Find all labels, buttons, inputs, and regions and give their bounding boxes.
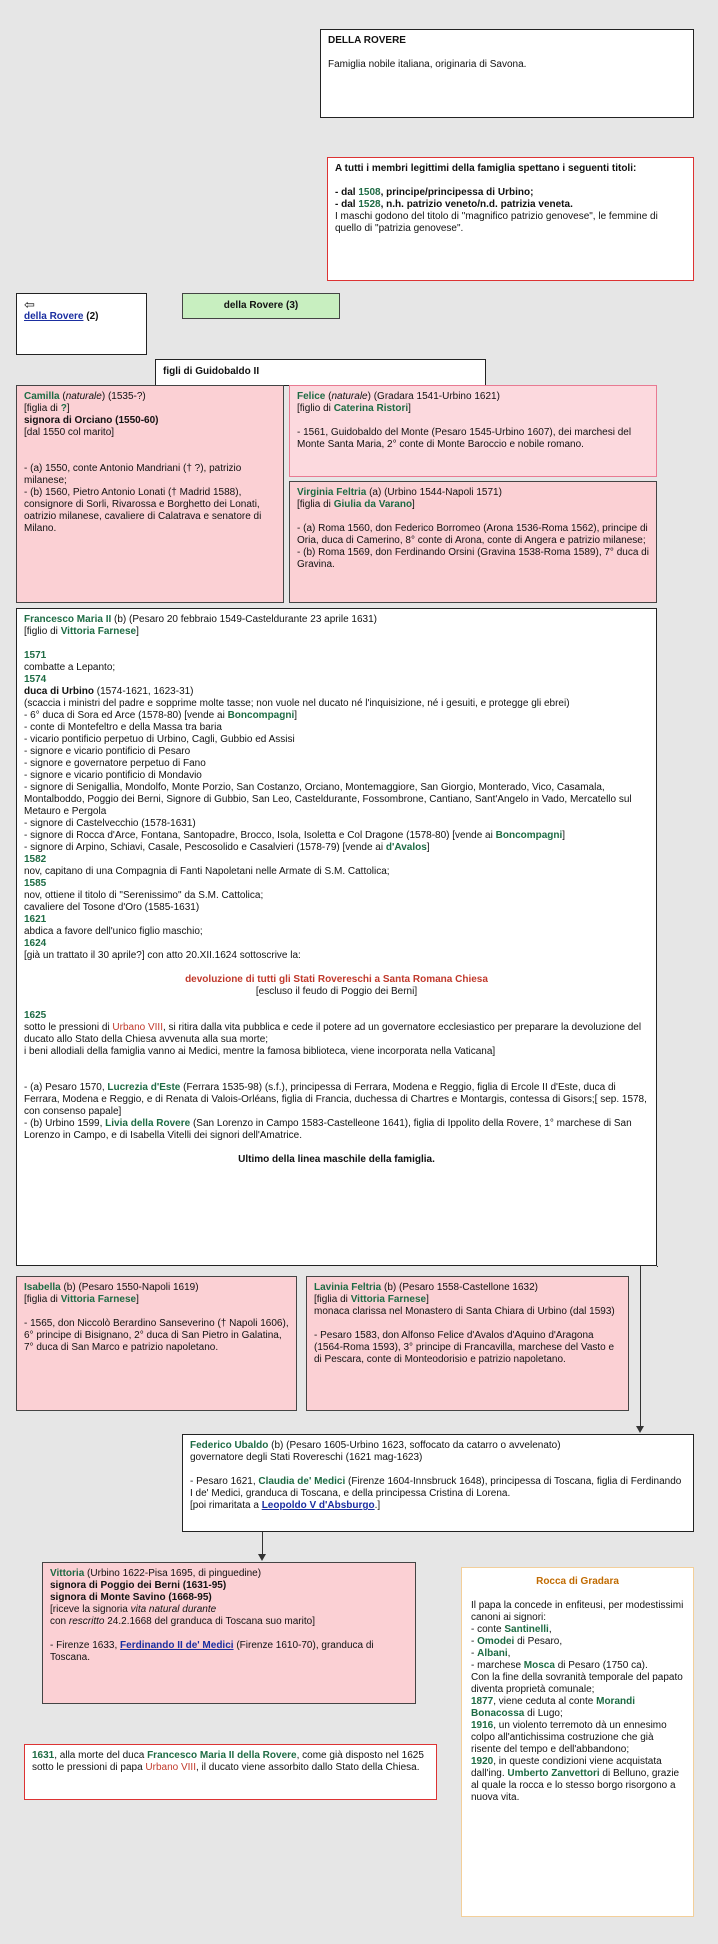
person-francesco-maria-ii [16,608,657,1266]
text-span: , si ritira dalla vita pubblica e cede il potere ad un governatore ecclesiastico per preparare la devoluzione del ducato allo Stato della Chiesa avvenuta alla sua morte; [24,1022,642,1045]
text-line: - signore di Senigallia, Mondolfo, Monte Porzio, San Costanzo, Orciano, Montemaggiore, San Giorgio, Monterado, Vico, Casamala, Montalboddo, Poggio dei Berni, Signore di Gubbio, San Leo, Casteldurante, Fossombrone, Cantiano, Sant'Angelo in Vado, Mercatello sul Metauro e Pergola [24,782,632,817]
ferdinando-link[interactable]: Ferdinando II de' Medici [120,1640,234,1651]
text-span: (Firenze 1604-Innsbruck 1648), principessa di Toscana, figlia di Ferdinando I de' Medici, granduca di Toscana, e della principessa Cristina di Lorena. [190,1476,682,1499]
text-line [314,1282,621,1294]
text-span: Morandi Bonacossa [471,1696,635,1719]
devolution-note [24,1744,437,1800]
text-line [24,710,649,722]
titles-intro: A tutti i membri legittimi della famiglia spettano i seguenti titoli: [335,163,637,174]
person-vittoria [42,1562,416,1704]
text-span: , [507,1648,511,1659]
text-span: , il ducato viene assorbito dallo Stato della Chiesa. [196,1762,420,1773]
text-span: - marchese [471,1660,524,1671]
text-line: Camilla (naturale) (1535-?) [24,391,146,402]
person-felice [289,385,657,477]
title-urbino [335,187,686,199]
person-federico-ubaldo [182,1434,694,1532]
text-line: 1625 [24,1010,47,1021]
text-span: (1574-1621, 1623-31) [94,686,194,697]
leopoldo-link[interactable]: Leopoldo V d'Absburgo [261,1500,375,1511]
text-span: , viene ceduta al conte [493,1696,597,1707]
text-line: - 1565, don Niccolò Berardino Sanseverino († Napoli 1606), 6° principe di Bisignano, 2° duca di San Pietro in Galatina, 7° duca di San Marco e patrizio napoletano. [24,1318,289,1353]
text-line [24,1282,289,1294]
page-title: DELLA ROVERE [328,35,406,46]
text-line: - (a) 1550, conte Antonio Mandriani († ?), patrizio milanese; [24,463,242,486]
text-span: ] [562,830,566,841]
person-camilla [16,385,284,603]
rocca-gradara-box [461,1567,694,1917]
text-line [24,1022,649,1046]
text-span: ? [60,403,67,414]
text-span: Camilla [24,391,60,402]
current-page-box: della Rovere (3) [182,293,340,319]
page-subtitle: Famiglia nobile italiana, originaria di Savona. [328,59,527,70]
text-line: - 1561, Guidobaldo del Monte (Pesaro 1545-Urbino 1607), dei marchesi del Monte Santa Maria, 2° conte di Monte Baroccio e nobile romano. [297,427,632,450]
text-line [297,499,649,511]
text-span: Francesco Maria II della Rovere [147,1750,297,1761]
text-span: (b) (Pesaro 1558-Castellone 1632) [381,1282,539,1293]
text-span: (b) (Pesaro 20 febbraio 1549-Casteldurante 23 aprile 1631) [111,614,377,625]
figli-header: figli di Guidobaldo II [155,359,486,386]
text-span: [figlia di [297,499,334,510]
text-span: Vittoria Farnese [350,1294,427,1305]
text-span: - signore di Arpino, Schiavi, Casale, Pescosolido e Casalvieri (1578-79) [vende ai [24,842,386,853]
text-line: nov, ottiene il titolo di "Serenissimo" da S.M. Cattolica; [24,890,264,901]
text-line: - signore e vicario pontificio di Mondavio [24,770,202,781]
text-span: - Firenze 1633, [50,1640,121,1651]
text-line: signora di Poggio dei Berni (1631-95) [50,1580,227,1591]
text-span: Boncompagni [495,830,563,841]
text-line: i beni allodiali della famiglia vanno ai Medici, mentre la famosa biblioteca, viene incorporata nella Vaticana] [24,1046,496,1057]
text-line: - signore di Castelvecchio (1578-1631) [24,818,196,829]
text-line [190,1476,686,1500]
text-line: 1621 [24,914,47,925]
text-span: d'Avalos [385,842,427,853]
text-span: Vittoria Farnese [60,626,137,637]
text-line [297,487,649,499]
text-line [24,1118,649,1142]
text-line: governatore degli Stati Rovereschi (1621 mag-1623) [190,1452,423,1463]
text-span: [figlia di [24,403,61,414]
text-span: (Gradara 1541-Urbino 1621) [370,391,500,402]
text-line [24,403,276,415]
text-line [50,1568,408,1580]
rocca-title: Rocca di Gradara [536,1576,619,1587]
text-span: - 6° duca di Sora ed Arce (1578-80) [vende ai [24,710,228,721]
text-line: 1571 [24,650,47,661]
text-line [50,1604,408,1616]
connector-line [262,1532,263,1555]
text-line [314,1294,621,1306]
text-span: di Pesaro (1750 ca). [554,1660,648,1671]
connector-line [657,1266,658,1267]
text-span: - [471,1648,478,1659]
text-line [471,1624,684,1636]
text-span: Vittoria [50,1568,85,1579]
text-span: , [548,1624,552,1635]
text-line: 1574 [24,674,47,685]
back-arrow-icon[interactable]: ⇦ [24,297,35,312]
text-span: Livia della Rovere [105,1118,191,1129]
text-span: - dal [335,199,359,210]
text-span: ] [66,403,70,414]
text-line: monaca clarissa nel Monastero di Santa Chiara di Urbino (dal 1593) [314,1306,615,1317]
text-line: 1582 [24,854,47,865]
text-span: Francesco Maria II [24,614,112,625]
text-span: Lucrezia d'Este [107,1082,181,1093]
text-span: - (b) Urbino 1599, [24,1118,106,1129]
text-span: Urbano VIII [112,1022,163,1033]
text-span: ] [426,842,430,853]
text-span: , principe/principessa di Urbino; [380,187,534,198]
text-span: Umberto Zanvettori [507,1768,600,1779]
text-line: - (a) Roma 1560, don Federico Borromeo (Arona 1536-Roma 1562), principe di Oria, duca di Camerino, 8° conte di Arona, conte di Angera e patrizio milanese; [297,523,648,546]
text-span: [figlia di [24,1294,61,1305]
text-span: naturale [331,391,368,402]
text-line: (scaccia i ministri del padre e sopprime molte tasse; non vuole nel ducato né l'inquisizione, né i gesuiti, e protegge gli ebrei) [24,698,570,709]
arrow-down-icon [636,1426,644,1433]
text-line: 1624 [24,938,47,949]
person-virginia [289,481,657,603]
text-line [24,686,649,698]
text-line [190,1440,686,1452]
text-span: vita natural durante [130,1604,217,1615]
text-line [32,1750,429,1774]
text-span: (Urbino 1622-Pisa 1695, di pinguedine) [84,1568,262,1579]
text-span: (Ferrara 1535-98) (s.f.), principessa di Ferrara, Modena e Reggio, figlia di Ercole II d'Este, duca di Ferrara, Modena e Reggio, e di Renata di Valois-Orléans, figlia di Francia, duchessa di Chartres e Montargis, contessa di Gisors;[ sep. 1578, con consenso papale] [24,1082,647,1117]
text-span: - Pesaro 1621, [190,1476,259,1487]
person-isabella [16,1276,297,1411]
text-span: (b) (Pesaro 1550-Napoli 1619) [60,1282,199,1293]
text-line [471,1720,684,1756]
text-span: della Rovere [24,311,84,322]
text-span: duca di Urbino [24,686,94,697]
back-link[interactable] [24,311,139,323]
text-line: [già un trattato il 30 aprile?] con atto 20.XII.1624 sottoscrive la: [24,950,301,961]
text-span: [figlio di [24,626,61,637]
text-span: Isabella [24,1282,61,1293]
text-span: - signore di Rocca d'Arce, Fontana, Santopadre, Brocco, Isola, Isoletta e Col Dragone (1578-80) [vende ai [24,830,496,841]
text-line: - (b) 1560, Pietro Antonio Lonati († Madrid 1588), consignore di Sorli, Rivarossa e Borghetto dei Lonati, oatrizio milanese, cavaliere di Calatrava e senatore di Milano. [24,487,262,534]
text-line: Felice (naturale) (Gradara 1541-Urbino 1621) [297,391,500,402]
text-span: con [50,1616,69,1627]
text-span: - [471,1636,478,1647]
text-span: 24.2.1668 del granduca di Toscana suo marito] [104,1616,315,1627]
text-span: Boncompagni [227,710,295,721]
text-line: signora di Monte Savino (1668-95) [50,1592,212,1603]
header-box [320,29,694,118]
text-span: sotto le pressioni di [24,1022,113,1033]
text-line [190,1500,686,1512]
text-span: (b) (Pesaro 1605-Urbino 1623, soffocato da catarro o avvelenato) [268,1440,561,1451]
text-span: ] [136,626,139,637]
text-line [471,1636,684,1648]
text-span: , in queste condizioni viene acquistata dall'ing. [471,1756,662,1779]
text-span: 1920 [471,1756,494,1767]
text-line [24,626,649,638]
text-line [50,1640,408,1664]
text-span: , alla morte del duca [54,1750,148,1761]
text-line [471,1696,684,1720]
text-span: ] [408,403,411,414]
text-line: signora di Orciano (1550-60) [24,415,159,426]
text-line: - signore e governatore perpetuo di Fano [24,758,206,769]
title-genovese: I maschi godono del titolo di "magnifico patrizio genovese", le femmine di quello di "patrizia genovese". [335,211,658,234]
text-span: Felice [297,391,326,402]
text-span: (a) (Urbino 1544-Napoli 1571) [366,487,502,498]
text-span: ] [412,499,415,510]
text-line: - conte di Montefeltro e della Massa tra baria [24,722,222,733]
text-line: [escluso il feudo di Poggio dei Berni] [255,986,418,997]
text-line: Il papa la concede in enfiteusi, per modestissimi canoni ai signori: [471,1600,684,1623]
text-span: di Pesaro, [514,1636,563,1647]
text-span: , n.h. patrizio veneto/n.d. patrizia veneta. [380,199,573,210]
text-span: Urbano VIII [145,1762,196,1773]
text-span: Santinelli [504,1624,549,1635]
text-span: [poi rimaritata a [190,1500,262,1511]
text-span: di Belluno, grazie al quale la rocca e lo stesso borgo risorgono a nuova vita. [471,1768,680,1803]
text-line: cavaliere del Tosone d'Oro (1585-1631) [24,902,200,913]
titles-box [327,157,694,281]
text-line: - (b) Roma 1569, don Ferdinando Orsini (Gravina 1538-Roma 1589), 7° duca di Gravina. [297,547,649,570]
text-span: Albani [477,1648,508,1659]
text-span: [figlio di [297,403,334,414]
text-line: 1585 [24,878,47,889]
text-line: - vicario pontificio perpetuo di Urbino, Cagli, Gubbio ed Assisi [24,734,295,745]
text-span: 1528 [358,199,381,210]
text-span: Claudia de' Medici [258,1476,346,1487]
text-span: - dal [335,187,359,198]
text-span: Mosca [523,1660,555,1671]
text-span: Omodei [477,1636,515,1647]
text-line: nov, capitano di una Compagnia di Fanti Napoletani nelle Armate di S.M. Cattolica; [24,866,390,877]
text-span: Vittoria Farnese [60,1294,137,1305]
text-span: (Firenze 1610-70), granduca di Toscana. [50,1640,374,1663]
title-veneto [335,199,686,211]
nav-back-box [16,293,147,355]
text-line [24,1082,649,1118]
text-span: (2) [83,311,99,322]
text-span: Virginia Feltria [297,487,367,498]
text-line: - signore e vicario pontificio di Pesaro [24,746,191,757]
text-span: [figlia di [314,1294,351,1305]
text-span: ] [426,1294,429,1305]
text-line: combatte a Lepanto; [24,662,116,673]
connector-line [640,1266,641,1427]
devoluzione-heading: devoluzione di tutti gli Stati Rovereschi a Santa Romana Chiesa [185,974,488,985]
text-span: naturale [65,391,102,402]
text-line [471,1648,684,1660]
text-line: [dal 1550 col marito] [24,427,115,438]
text-span: 1631 [32,1750,55,1761]
text-span: Caterina Ristori [333,403,409,414]
text-line: Con la fine della sovranità temporale del papato diventa proprietà comunale; [471,1672,683,1695]
text-line [471,1756,684,1804]
text-span: di Lugo; [524,1708,563,1719]
text-line: - Pesaro 1583, don Alfonso Felice d'Avalos d'Aquino d'Aragona (1564-Roma 1593), 3° principe di Francavilla, marchese del Vasto e di Pescara, conte di Monteodorisio e patrizio napoletano. [314,1330,615,1365]
text-span: , un violento terremoto dà un ennesimo colpo all'antichissima costruzione che già risente del tempo e dell'abbandono; [471,1720,667,1755]
text-line: abdica a favore dell'unico figlio maschio; [24,926,203,937]
text-span: ] [136,1294,139,1305]
text-span: - (a) Pesaro 1570, [24,1082,108,1093]
text-span: rescritto [68,1616,105,1627]
text-span: , come già disposto nel 1625 sotto le pressioni di papa [32,1750,424,1773]
arrow-down-icon [258,1554,266,1561]
text-span: (1535-?) [105,391,146,402]
text-line [24,1294,289,1306]
text-span: 1916 [471,1720,494,1731]
text-span: - conte [471,1624,505,1635]
text-span: (San Lorenzo in Campo 1583-Castelleone 1641), figlia di Ippolito della Rovere, 1° marchese di San Lorenzo in Campo, e di Isabella Vitelli dei signori dell'Amatrice. [24,1118,632,1141]
text-span: 1508 [358,187,381,198]
text-line [50,1616,408,1628]
text-span: Giulia da Varano [333,499,413,510]
text-line [297,403,649,415]
person-lavinia [306,1276,629,1411]
text-line [24,842,649,854]
ultimo-note: Ultimo della linea maschile della famiglia. [238,1154,435,1165]
text-span: ] [294,710,298,721]
text-span: [riceve la signoria [50,1604,131,1615]
text-span: Lavinia Feltria [314,1282,382,1293]
text-line [471,1660,684,1672]
text-span: .] [374,1500,381,1511]
text-span: 1877 [471,1696,494,1707]
text-span: Federico Ubaldo [190,1440,269,1451]
text-line [24,614,649,626]
text-line [24,830,649,842]
